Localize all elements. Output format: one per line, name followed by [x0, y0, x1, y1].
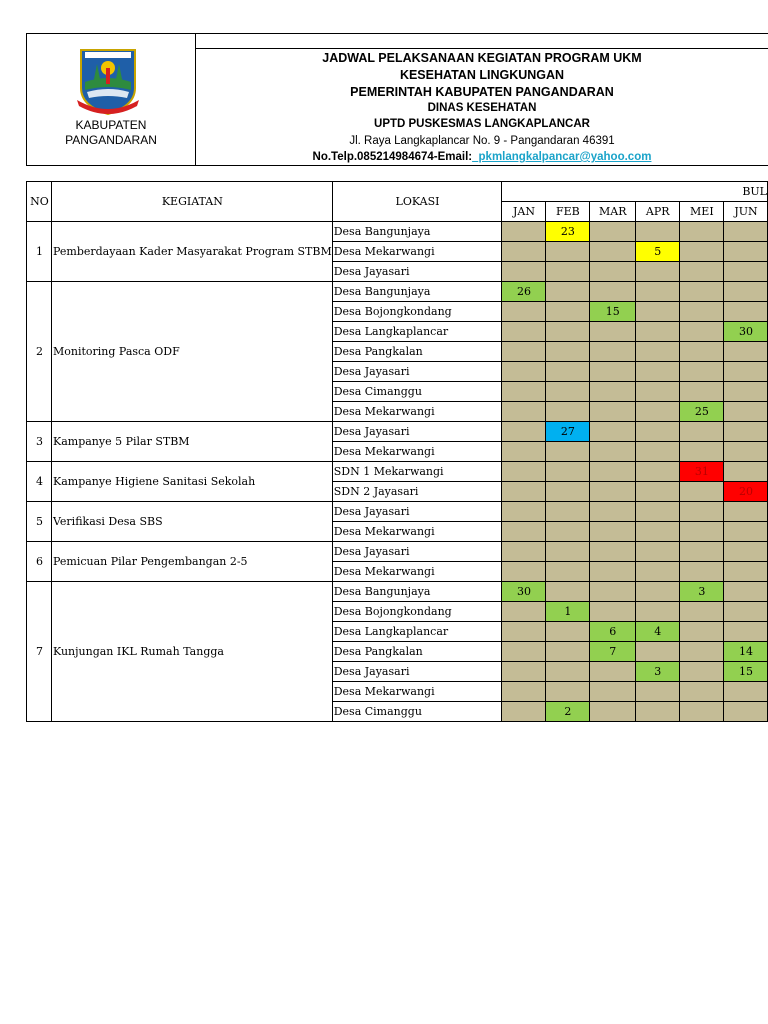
schedule-cell: [723, 502, 767, 522]
schedule-cell: [502, 382, 545, 402]
location-cell: Desa Cimanggu: [332, 382, 502, 402]
schedule-cell: 4: [635, 622, 679, 642]
schedule-cell: [502, 442, 545, 462]
schedule-cell: [589, 362, 635, 382]
row-number: 3: [27, 422, 52, 462]
schedule-cell: [635, 642, 679, 662]
location-cell: Desa Mekarwangi: [332, 562, 502, 582]
location-cell: Desa Jayasari: [332, 502, 502, 522]
month-header: JAN: [502, 202, 545, 222]
address: Jl. Raya Langkaplancar No. 9 - Pangandaran 46391: [349, 135, 615, 147]
divider: [195, 48, 768, 49]
schedule-cell: [589, 602, 635, 622]
table-row: [27, 222, 768, 242]
contact-line: No.Telp.085214984674-Email:_pkmlangkalpancar@yahoo.com: [312, 151, 652, 163]
schedule-cell: [723, 262, 767, 282]
location-cell: Desa Mekarwangi: [332, 402, 502, 422]
schedule-cell: [723, 682, 767, 702]
table-row: [27, 282, 768, 302]
schedule-cell: [545, 682, 589, 702]
schedule-cell: [635, 282, 679, 302]
location-cell: SDN 2 Jayasari: [332, 482, 502, 502]
schedule-cell: [545, 382, 589, 402]
schedule-cell: [679, 362, 723, 382]
divider: [27, 165, 768, 166]
schedule-cell: [635, 502, 679, 522]
schedule-cell: [545, 402, 589, 422]
row-number: 6: [27, 542, 52, 582]
schedule-cell: [723, 422, 767, 442]
schedule-cell: [679, 262, 723, 282]
email-link[interactable]: _pkmlangkalpancar@yahoo.com: [472, 151, 652, 163]
schedule-cell: [502, 602, 545, 622]
location-cell: Desa Langkaplancar: [332, 622, 502, 642]
schedule-cell: 2: [545, 702, 589, 722]
schedule-cell: [723, 522, 767, 542]
schedule-cell: 30: [723, 322, 767, 342]
schedule-cell: [635, 582, 679, 602]
month-header: APR: [635, 202, 679, 222]
table-row: [27, 422, 768, 442]
schedule-cell: [635, 522, 679, 542]
location-cell: Desa Mekarwangi: [332, 242, 502, 262]
schedule-cell: [589, 242, 635, 262]
row-number: 7: [27, 582, 52, 722]
schedule-cell: 25: [679, 402, 723, 422]
schedule-cell: [679, 302, 723, 322]
schedule-cell: [502, 362, 545, 382]
row-number: 4: [27, 462, 52, 502]
schedule-cell: [723, 282, 767, 302]
table-row: [27, 542, 768, 562]
schedule-cell: [545, 302, 589, 322]
schedule-cell: [679, 422, 723, 442]
schedule-cell: 27: [545, 422, 589, 442]
column-header-no: NO: [27, 182, 52, 222]
schedule-cell: [679, 282, 723, 302]
schedule-cell: [723, 622, 767, 642]
schedule-cell: [502, 682, 545, 702]
location-cell: Desa Pangkalan: [332, 642, 502, 662]
schedule-cell: [545, 562, 589, 582]
schedule-cell: [545, 582, 589, 602]
schedule-cell: 3: [635, 662, 679, 682]
schedule-cell: [502, 242, 545, 262]
schedule-cell: [589, 422, 635, 442]
location-cell: Desa Bojongkondang: [332, 602, 502, 622]
schedule-cell: [635, 422, 679, 442]
schedule-cell: [635, 702, 679, 722]
schedule-cell: [679, 222, 723, 242]
schedule-cell: [635, 362, 679, 382]
column-header-kegiatan: KEGIATAN: [51, 182, 332, 222]
schedule-cell: [589, 582, 635, 602]
schedule-cell: [589, 482, 635, 502]
location-cell: Desa Jayasari: [332, 262, 502, 282]
schedule-cell: [545, 242, 589, 262]
column-header-lokasi: LOKASI: [332, 182, 502, 222]
row-number: 2: [27, 282, 52, 422]
schedule-cell: [589, 662, 635, 682]
schedule-cell: [502, 222, 545, 242]
location-cell: Desa Bangunjaya: [332, 282, 502, 302]
schedule-cell: [723, 362, 767, 382]
row-number: 1: [27, 222, 52, 282]
schedule-cell: [723, 602, 767, 622]
schedule-cell: [545, 622, 589, 642]
activity-name: Verifikasi Desa SBS: [51, 502, 332, 542]
schedule-cell: [679, 342, 723, 362]
header-row: [27, 182, 768, 202]
schedule-cell: [589, 442, 635, 462]
schedule-cell: [545, 262, 589, 282]
schedule-cell: 5: [635, 242, 679, 262]
location-cell: Desa Cimanggu: [332, 702, 502, 722]
schedule-cell: 30: [502, 582, 545, 602]
schedule-cell: [679, 442, 723, 462]
table-row: [27, 582, 768, 602]
schedule-cell: [679, 702, 723, 722]
schedule-cell: [502, 422, 545, 442]
schedule-cell: [679, 602, 723, 622]
schedule-cell: [679, 542, 723, 562]
activity-name: Pemicuan Pilar Pengembangan 2-5: [51, 542, 332, 582]
schedule-cell: [635, 682, 679, 702]
location-cell: Desa Bangunjaya: [332, 222, 502, 242]
month-header: MEI: [679, 202, 723, 222]
schedule-cell: [723, 442, 767, 462]
schedule-cell: [589, 382, 635, 402]
location-cell: Desa Jayasari: [332, 662, 502, 682]
location-cell: Desa Langkaplancar: [332, 322, 502, 342]
schedule-cell: [545, 322, 589, 342]
schedule-cell: [545, 442, 589, 462]
regency-name: KABUPATEN PANGANDARAN: [65, 118, 157, 147]
schedule-cell: [502, 342, 545, 362]
schedule-cell: [723, 702, 767, 722]
table-row: [27, 462, 768, 482]
schedule-cell: [723, 222, 767, 242]
schedule-cell: [679, 522, 723, 542]
month-header: FEB: [545, 202, 589, 222]
schedule-cell: [679, 682, 723, 702]
schedule-cell: [502, 642, 545, 662]
schedule-cell: 7: [589, 642, 635, 662]
schedule-cell: [589, 222, 635, 242]
schedule-cell: [545, 462, 589, 482]
schedule-cell: 6: [589, 622, 635, 642]
schedule-cell: [679, 502, 723, 522]
schedule-cell: [635, 322, 679, 342]
schedule-cell: [635, 442, 679, 462]
schedule-cell: [589, 342, 635, 362]
schedule-cell: 14: [723, 642, 767, 662]
schedule-cell: [502, 562, 545, 582]
schedule-cell: [635, 262, 679, 282]
schedule-cell: [679, 322, 723, 342]
location-cell: Desa Mekarwangi: [332, 522, 502, 542]
month-header: JUN: [723, 202, 767, 222]
schedule-cell: [502, 522, 545, 542]
schedule-cell: [723, 302, 767, 322]
schedule-cell: [723, 582, 767, 602]
activity-name: Monitoring Pasca ODF: [51, 282, 332, 422]
location-cell: Desa Bojongkondang: [332, 302, 502, 322]
schedule-cell: [545, 482, 589, 502]
schedule-cell: [635, 542, 679, 562]
row-number: 5: [27, 502, 52, 542]
schedule-cell: [589, 502, 635, 522]
schedule-cell: [502, 622, 545, 642]
schedule-cell: [635, 302, 679, 322]
schedule-cell: [502, 502, 545, 522]
schedule-cell: [545, 522, 589, 542]
schedule-cell: 26: [502, 282, 545, 302]
schedule-cell: 15: [589, 302, 635, 322]
schedule-table: [26, 181, 768, 722]
schedule-cell: 1: [545, 602, 589, 622]
schedule-cell: [589, 562, 635, 582]
activity-name: Kampanye 5 Pilar STBM: [51, 422, 332, 462]
activity-name: Kunjungan IKL Rumah Tangga: [51, 582, 332, 722]
schedule-cell: [545, 362, 589, 382]
location-cell: Desa Pangkalan: [332, 342, 502, 362]
schedule-cell: [545, 282, 589, 302]
schedule-cell: 31: [679, 462, 723, 482]
schedule-cell: [635, 222, 679, 242]
schedule-cell: [502, 462, 545, 482]
schedule-cell: [502, 702, 545, 722]
schedule-sheet: [26, 33, 768, 718]
schedule-cell: [589, 322, 635, 342]
schedule-cell: [545, 542, 589, 562]
schedule-cell: [589, 702, 635, 722]
schedule-cell: [545, 342, 589, 362]
title-line-2: KESEHATAN LINGKUNGAN: [399, 68, 565, 82]
schedule-cell: [502, 322, 545, 342]
schedule-cell: [589, 522, 635, 542]
schedule-cell: [635, 482, 679, 502]
schedule-cell: [589, 682, 635, 702]
schedule-cell: [635, 402, 679, 422]
schedule-cell: [679, 642, 723, 662]
schedule-cell: [679, 382, 723, 402]
title-line-4: DINAS KESEHATAN: [427, 102, 537, 114]
schedule-cell: [723, 402, 767, 422]
schedule-cell: [635, 562, 679, 582]
schedule-cell: [723, 462, 767, 482]
location-cell: Desa Jayasari: [332, 542, 502, 562]
schedule-cell: [635, 462, 679, 482]
table-row: [27, 502, 768, 522]
schedule-cell: [635, 602, 679, 622]
title-line-1: JADWAL PELAKSANAAN KEGIATAN PROGRAM UKM: [322, 51, 642, 65]
schedule-cell: 15: [723, 662, 767, 682]
schedule-cell: [723, 382, 767, 402]
schedule-cell: [545, 502, 589, 522]
schedule-cell: [589, 282, 635, 302]
location-cell: SDN 1 Mekarwangi: [332, 462, 502, 482]
location-cell: Desa Jayasari: [332, 362, 502, 382]
location-cell: Desa Mekarwangi: [332, 682, 502, 702]
activity-name: Pemberdayaan Kader Masyarakat Program STBM: [51, 222, 332, 282]
logo-panel: [27, 34, 196, 166]
title-line-5: UPTD PUSKESMAS LANGKAPLANCAR: [374, 118, 590, 130]
schedule-cell: [589, 262, 635, 282]
schedule-cell: [635, 342, 679, 362]
schedule-cell: [679, 242, 723, 262]
schedule-cell: [723, 242, 767, 262]
regency-emblem-icon: [73, 44, 143, 116]
schedule-cell: [545, 662, 589, 682]
schedule-cell: [589, 542, 635, 562]
schedule-cell: [723, 542, 767, 562]
schedule-cell: [589, 462, 635, 482]
schedule-cell: [679, 482, 723, 502]
location-cell: Desa Bangunjaya: [332, 582, 502, 602]
location-cell: Desa Mekarwangi: [332, 442, 502, 462]
schedule-cell: [723, 562, 767, 582]
schedule-cell: 3: [679, 582, 723, 602]
document-header: [26, 33, 768, 166]
schedule-cell: [502, 542, 545, 562]
month-header: MAR: [589, 202, 635, 222]
schedule-cell: [502, 302, 545, 322]
schedule-cell: [635, 382, 679, 402]
schedule-cell: [502, 662, 545, 682]
schedule-cell: [679, 622, 723, 642]
schedule-cell: [502, 482, 545, 502]
schedule-cell: [545, 642, 589, 662]
schedule-cell: 23: [545, 222, 589, 242]
schedule-cell: [679, 562, 723, 582]
activity-name: Kampanye Higiene Sanitasi Sekolah: [51, 462, 332, 502]
title-panel: [195, 34, 768, 166]
location-cell: Desa Jayasari: [332, 422, 502, 442]
schedule-cell: [723, 342, 767, 362]
title-line-3: PEMERINTAH KABUPATEN PANGANDARAN: [350, 85, 614, 99]
column-header-bulan: BUL: [502, 182, 768, 202]
schedule-cell: [502, 402, 545, 422]
schedule-cell: 20: [723, 482, 767, 502]
schedule-cell: [679, 662, 723, 682]
schedule-cell: [589, 402, 635, 422]
schedule-cell: [502, 262, 545, 282]
